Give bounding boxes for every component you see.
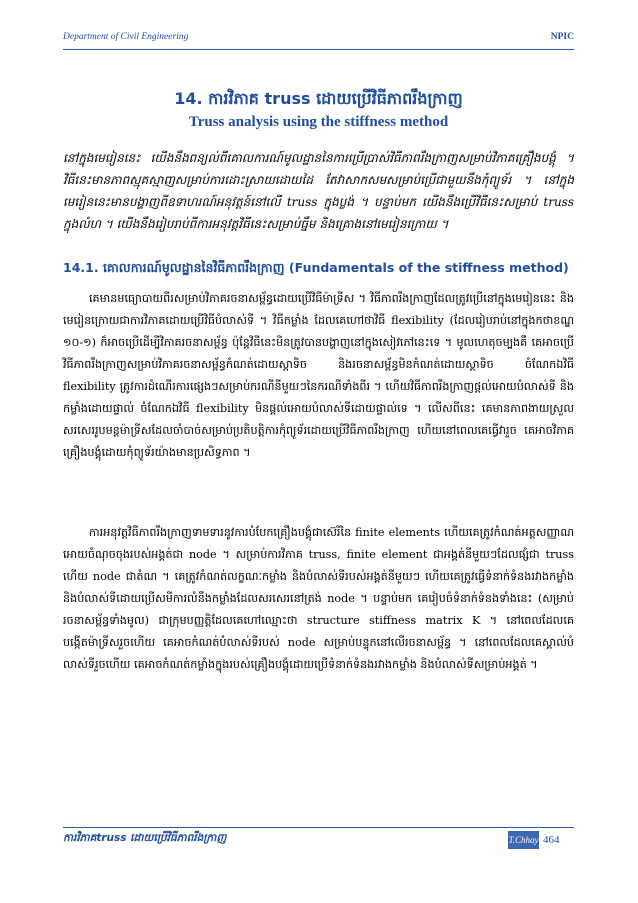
chapter-subtitle: Truss analysis using the stiffness method bbox=[188, 114, 449, 130]
page-header bbox=[63, 32, 574, 48]
footer-chapter-title: ការវិភាគtruss ដោយប្រើវិធីភាពរឹងក្រាញ bbox=[63, 832, 227, 844]
footer-divider bbox=[63, 827, 574, 828]
body-paragraph: ការអនុវត្តវិធីភាពរឹងក្រាញទាមទារនូវការបំបែកគ្រឿងបង្គុំជាស៊េរីនៃ finite elements ហើយគេត្រូវកំណត់អត្តសញ្ញាណអោយចំណុចចុងរបស់អង្គត់ជា node ។ សម្រាប់ការវិភាគ truss, finite element ជាអង្គត់នីមួយៗដែលផ្សំជា truss ហើយ node ជាតំណ ។ គេត្រូវកំណត់លក្ខណៈកម្លាំង និងបំលាស់ទីរបស់អង្គត់នីមួយៗ ហើយគេត្រូវធ្វើទំនាក់ទំនងរវាងកម្លាំង និងបំលាស់ទីដោយប្រើសមីការលំនឹងកម្លាំងដែលសរសេរនៅត្រង់ node ។ បន្ទាប់មក គេរៀបចំទំនាក់ទំនងទាំងនេះ (សម្រាប់រចនាសម្ព័ន្ធទាំងមូល) ជាក្រុមបញ្ញត្តិដែលគេហៅឈ្មោះថា structure stiffness matrix K ។ នៅពេលដែលគេបង្កើតម៉ាទ្រីសរួចហើយ គេអាចកំណត់បំលាស់ទីរបស់ node សម្រាប់បន្ទុកនៅលើរចនាសម្ព័ន្ធ ។ នៅពេលដែលគេស្គាល់បំលាស់ទីរួចហើយ គេអាចកំណត់កម្លាំងក្នុងរបស់គ្រឿងបង្គុំដោយប្រើទំនាក់ទំនងរវាងកម្លាំង និងបំលាស់ទីសម្រាប់អង្គត់ ។ bbox=[63, 526, 574, 671]
header-divider bbox=[63, 49, 574, 50]
body-paragraph: គេមានមធ្យោបាយពីរសម្រាប់វិភាគរចនាសម្ព័ន្ធដោយប្រើវិធីម៉ាទ្រីស ។ វិធីភាពរឹងក្រាញដែលត្រូវប្រើនៅក្នុងមេរៀននេះ និងមេរៀនក្រោយជាការវិភាគដោយប្រើវិធីបំលាស់ទី ។ វិធីកម្លាំង ដែលគេហៅថាវិធី flexibility (ដែលរៀបរាប់នៅក្នុងកថាខណ្ឌ ១០-១) ក៏អាចប្រើដើម្បីវិភាគរចនាសម្ព័ន្ធ ប៉ុន្តែវិធីនេះមិនត្រូវបានបង្ហាញនៅក្នុងសៀវភៅនេះទេ ។ មូលហេតុចម្បងគឺ គេអាចប្រើវិធីភាពរឹងក្រាញសម្រាប់វិភាគរចនាសម្ព័ន្ធកំណត់ដោយស្តាទិច និងរចនាសម្ព័ន្ធមិនកំណត់ដោយស្តាទិច ចំណែកឯវិធី flexibility ត្រូវការដំណើរការផ្សេងៗសម្រាប់ករណីនីមួយៗនៃករណីទាំងពីរ ។ ហើយវិធីភាពរឹងក្រាញផ្តល់អោយបំលាស់ទី និងកម្លាំងដោយផ្ទាល់ ចំណែកឯវិធី flexibility មិនផ្តល់អោយបំលាស់ទីដោយផ្ទាល់ទេ ។ លើសពីនេះ គេមានភាពងាយស្រួលសរសេររូបមន្តម៉ាទ្រីសដែលចាំបាច់សម្រាប់ប្រតិបត្តិការកុំព្យូទ័រដោយប្រើវិធីភាពរឹងក្រាញ ហើយនៅពេលគេធ្វើវារួច គេអាចវិភាគគ្រឿងបង្គុំដោយកុំព្យូទ័រយ៉ាងមានប្រសិទ្ធភាព ។ bbox=[63, 292, 574, 459]
section-heading: 14.1. គោលការណ៍មូលដ្ឋាននៃវិធីភាពរឹងក្រាញ (Fundamentals of the stiffness method) bbox=[63, 260, 569, 275]
author-badge: T.Chhay bbox=[508, 831, 539, 849]
institution-name: NPIC bbox=[550, 32, 574, 42]
intro-paragraph: នៅក្នុងមេរៀននេះ យើងនឹងពន្យល់ពីគោលការណ៍មូលដ្ឋាននៃការប្រើប្រាស់វិធីភាពរឹងក្រាញសម្រាប់វិភាគគ្រឿងបង្គុំ ។ វិធីនេះមានភាពស្មុគស្មាញសម្រាប់ការដោះស្រាយដោយដៃ តែវាសាកសមសម្រាប់ប្រើជាមួយនឹងកុំព្យូទ័រ ។ នៅក្នុងមេរៀននេះមានបង្ហាញពីឧទាហរណ៍អនុវត្តន៍នៅលើ truss ក្នុងប្លង់ ។ បន្ទាប់មក យើងនឹងប្រើវិធីនេះសម្រាប់ truss ក្នុងលំហ ។ យើងនឹងរៀបរាប់ពីការអនុវត្តវិធីនេះសម្រាប់ធ្នឹម និងគ្រោងនៅមេរៀនក្រោយ ។ bbox=[63, 151, 574, 231]
page-number: 464 bbox=[543, 834, 560, 846]
chapter-title: 14. ការវិភាគ truss ដោយប្រើវិធីភាពរឹងក្រាញ bbox=[174, 89, 463, 108]
department-name: Department of Civil Engineering bbox=[63, 32, 189, 42]
